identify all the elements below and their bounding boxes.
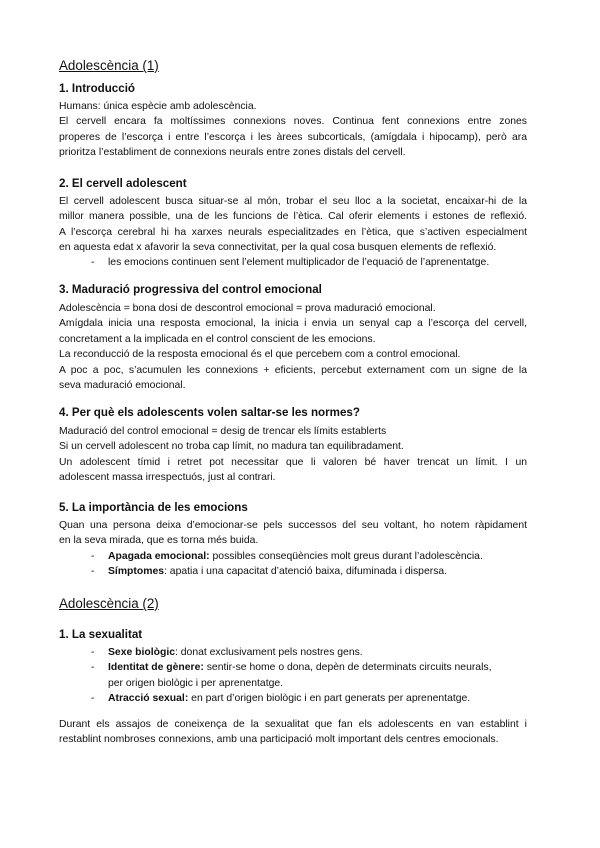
body-line: La reconducció de la resposta emocional és el que percebem com a control emocional.	[59, 349, 461, 361]
section-2-bullets	[59, 255, 527, 270]
list-item	[59, 564, 527, 579]
bullet-term: Símptomes	[108, 566, 165, 578]
section-5-heading: 5. La importància de les emocions	[59, 501, 248, 514]
section-1-heading: 1. Introducció	[59, 82, 136, 95]
bullet-dash: -	[91, 662, 95, 674]
bullet-dash: -	[91, 647, 95, 658]
section-1-body	[59, 99, 527, 161]
body-line: prioritza l’establiment de connexions neurals entre zones distals del cervell.	[59, 147, 406, 159]
bullet-text: sentir-se home o dona, depèn de determinats circuits neurals,	[203, 662, 492, 674]
section-2-body	[59, 194, 527, 256]
list-item	[59, 255, 527, 270]
body-line: en aquesta edat x afavorir la seva connectivitat, per la qual cosa busquen elements de reflexió.	[59, 242, 497, 254]
bullet-dash: -	[91, 693, 95, 705]
section-5-bullets	[59, 549, 527, 580]
body-line: Si un cervell adolescent no troba cap límit, no madura tan equilibradament.	[59, 441, 404, 453]
bullet-text: possibles conseqüències molt greus durant l’adolescència.	[209, 551, 483, 562]
bullet-dash: -	[91, 566, 95, 578]
body-line: adolescent massa irrespectuós, just al contrari.	[59, 472, 276, 484]
list-item	[59, 645, 527, 660]
body-line: restablint nombroses connexions, amb una participació molt important dels centres emocionals.	[59, 734, 499, 746]
body-line: seva maduració emocional.	[59, 380, 186, 392]
body-line: Humans: única espècie amb adolescència.	[59, 101, 257, 112]
list-item	[59, 549, 527, 564]
list-item	[59, 691, 527, 706]
body-line: A l’escorça cerebral hi ha xarxes neurals especialitzades en l’ètica, que s’activen especialment	[59, 226, 527, 238]
bullet-continuation: per origen biològic i per aprenentatge.	[108, 677, 284, 689]
sexuality-bullets	[59, 645, 527, 707]
body-line: concretament a la implicada en el control conscient de les emocions.	[59, 333, 376, 345]
sexuality-heading: 1. La sexualitat	[59, 628, 143, 641]
bullet-dash: -	[91, 257, 95, 268]
body-line: Durant els assajos de coneixença de la sexualitat que fan els adolescents en van establint i	[59, 719, 527, 730]
body-line: Amígdala inicia una resposta emocional, la inicia i envia un senyal cap a l’escorça del cervell,	[59, 318, 527, 330]
body-line: Un adolescent tímid i retret pot necessitar que li valoren bé haver trencat un límit. I un	[59, 456, 527, 468]
bullet-text: en part d’origen biològic i en part generats per aprenentatge.	[188, 693, 471, 705]
bullet-term: Atracció sexual:	[108, 693, 189, 705]
bullet-term: Identitat de gènere:	[108, 662, 204, 674]
bullet-text: : apatia i una capacitat d’atenció baixa, difuminada i dispersa.	[164, 566, 448, 578]
section-4-heading: 4. Per què els adolescents volen saltar-se les normes?	[59, 406, 360, 419]
body-line: El cervell adolescent busca situar-se al món, trobar el seu lloc a la societat, encaixar-hi de la	[59, 196, 527, 207]
body-line: en la seva mirada, que es torna més buida.	[59, 535, 259, 547]
part1-title: Adolescència (1)	[59, 58, 159, 73]
section-2-heading: 2. El cervell adolescent	[59, 177, 187, 190]
bullet-term: Sexe biològic	[108, 647, 175, 658]
section-3-heading: 3. Maduració progressiva del control emocional	[59, 283, 322, 296]
bullet-term: Apagada emocional:	[108, 551, 210, 562]
body-line: Quan una persona deixa d’emocionar-se pels successos del seu voltant, ho notem ràpidament	[59, 520, 527, 531]
sexuality-body	[59, 717, 527, 748]
section-4-body	[59, 424, 527, 486]
section-3-body	[59, 301, 527, 393]
bullet-text: : donat exclusivament pels nostres gens.	[174, 647, 363, 658]
bullet-dash: -	[91, 551, 95, 562]
part2-title: Adolescència (2)	[59, 596, 159, 611]
body-line: Maduració del control emocional = desig de trencar els límits establerts	[59, 426, 387, 437]
body-line: El cervell encara fa moltíssimes connexions noves. Continua fent connexions entre zones	[59, 116, 527, 128]
body-line: A poc a poc, s’acumulen les connexions + eficients, percebut externament com un signe de la	[59, 364, 527, 376]
bullet-text: les emocions continuen sent l’element multiplicador de l’equació de l’aprenentatge.	[108, 257, 490, 268]
body-line: Adolescència = bona dosi de descontrol emocional = prova maduració emocional.	[59, 303, 436, 314]
list-item	[59, 660, 527, 691]
body-line: millor manera possible, una de les funcions de l’ètica. Cal oferir elements i estones de reflexió.	[59, 211, 527, 223]
body-line: properes de l’escorça i entre l’escorça i les àrees subcorticals, (amígdala i hipocamp), però ara	[59, 131, 527, 143]
section-5-body	[59, 518, 527, 549]
